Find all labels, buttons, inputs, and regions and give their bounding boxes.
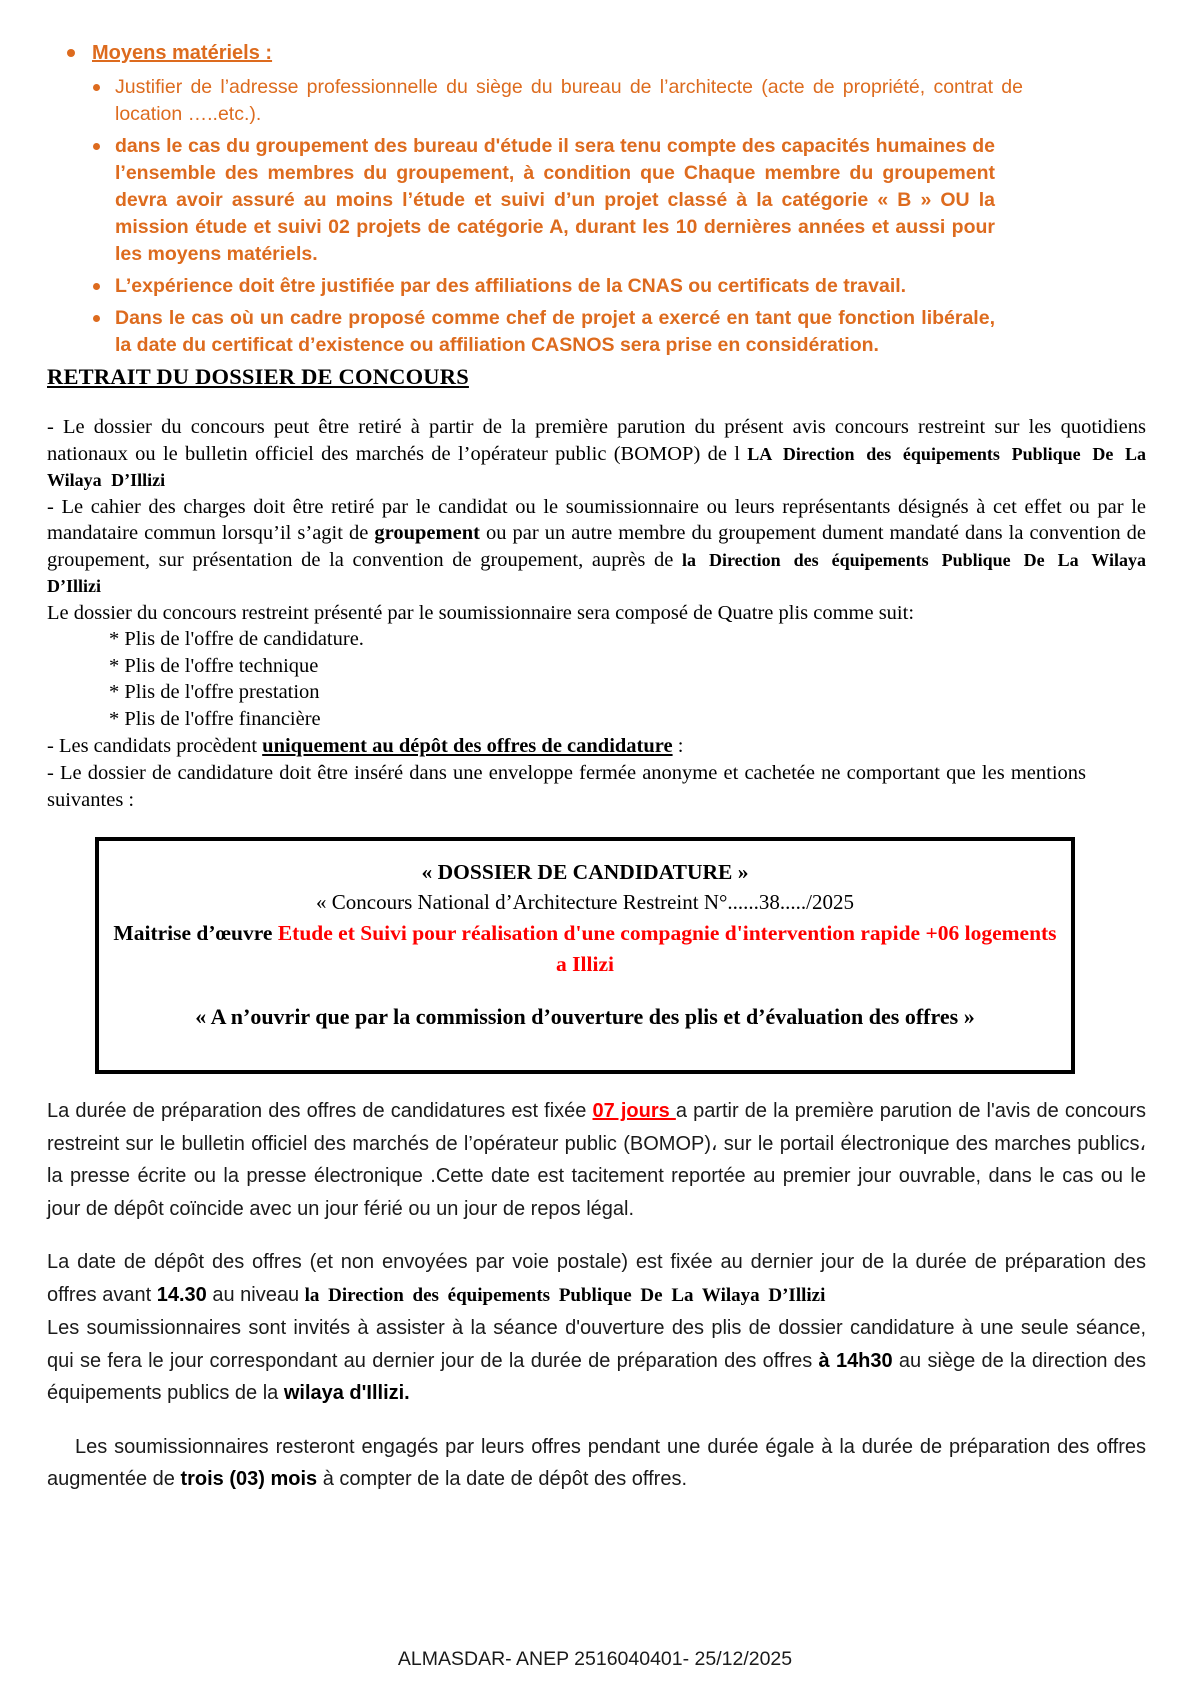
direction-equipements-bold-3: la Direction des équipements Publique De La Wilaya D’Illizi [304, 1284, 826, 1306]
box-title: « DOSSIER DE CANDIDATURE » [421, 860, 749, 884]
direction-equipements-bold-2: la Direction des équipements Publique De La Wilaya D’Illizi [47, 549, 1146, 596]
paragraph-candidats-depot [47, 733, 1146, 760]
07-jours-red: 07 jours [592, 1100, 676, 1122]
heure-14h30-bold: à 14h30 [818, 1349, 893, 1372]
retrait-run-6: Le dossier du concours restreint présenté par le soumissionnaire sera composé de Quatre plis comme suit: [47, 601, 915, 624]
retrait-run-4: ou par un autre membre du groupement dument mandaté dans la convention de groupement, sur présentation de la convention de groupement, auprès de [47, 522, 1146, 571]
wilaya-illizi-bold: wilaya d'Illizi. [283, 1382, 410, 1404]
bullet-casnos-text: Dans le cas où un cadre proposé comme chef de projet a exercé en tant que fonction libérale, la date du certificat d’existence ou affiliation CASNOS sera prise en considération. [115, 307, 995, 356]
paragraph-duree-preparation [47, 1095, 1146, 1225]
dossier-candidature-box [95, 837, 1075, 1074]
paragraph-date-depot [47, 1246, 1146, 1410]
plis-list [47, 626, 1146, 732]
retrait-run-2: - Le cahier des charges doit être retiré par le candidat ou le soumissionnaire ou leurs représentants désignés à cet effet ou par le mandataire commun lorsqu’il s’agit de [47, 495, 1146, 544]
trois-mois-bold: trois (03) mois [180, 1468, 318, 1490]
box-commission-line: « A n’ouvrir que par la commission d’ouverture des plis et d’évaluation des offres » [195, 1004, 975, 1029]
bullet-dot-icon [93, 143, 100, 150]
plis-item-candidature: * Plis de l'offre de candidature. [109, 628, 364, 650]
bullet-moyens-materiels [67, 40, 1146, 67]
candidats-run-0: - Les candidats procèdent [47, 735, 263, 757]
groupement-bold: groupement [374, 522, 480, 544]
paragraph-enveloppe: - Le dossier de candidature doit être inséré dans une enveloppe fermée anonyme et cachetée ne comportant que les mentions suivantes : [47, 762, 1086, 811]
section-heading-retrait: RETRAIT DU DOSSIER DE CONCOURS [47, 364, 469, 389]
bullet-casnos [93, 305, 1083, 359]
depot-run-2: au niveau [206, 1283, 305, 1306]
bullet-dot-icon [93, 84, 100, 91]
duree-run-0: La durée de préparation des offres de candidatures est fixée [47, 1100, 593, 1122]
bullet-dot-icon [93, 315, 100, 322]
box-maitrise-line [111, 918, 1059, 980]
bullet-dot-icon [93, 283, 100, 290]
engagement-run-2: à compter de la date de dépôt des offres. [317, 1468, 688, 1490]
bullet-justifier-adresse [93, 74, 1083, 128]
direction-equipements-bold: LA Direction des équipements Publique De La Wilaya D’Illizi [47, 443, 1146, 490]
bullet-dot-icon [67, 49, 75, 57]
depot-run-0: La date de dépôt des offres (et non envoyées par voie postale) est fixée au dernier jour de la durée de préparation des offres avant [47, 1251, 1146, 1306]
bullet-justifier-adresse-text: Justifier de l’adresse professionnelle du siège du bureau de l’architecte (acte de propriété, contrat de location …..etc.). [115, 76, 1023, 125]
maitrise-oeuvre-label: Maitrise d’œuvre [113, 921, 278, 945]
heure-1430-bold: 14.30 [156, 1283, 207, 1306]
bullet-experience-cnas-text: L’expérience doit être justifiée par des affiliations de la CNAS ou certificats de travail. [115, 275, 907, 297]
moyens-materiels-title: Moyens matériels : [92, 42, 273, 64]
paragraph-engagement [47, 1431, 1146, 1496]
retrait-run-0: - Le dossier du concours peut être retiré à partir de la première parution du présent avis concours restreint sur les quotidiens nationaux ou le bulletin officiel des marchés de l’opérateur public (BOMOP) de l [47, 416, 1146, 465]
bullet-groupement-capacites [93, 133, 1083, 268]
uniquement-depot-bold: uniquement au dépôt des offres de candidature [262, 735, 673, 757]
footer-anep-reference: ALMASDAR- ANEP 2516040401- 25/12/2025 [397, 1648, 793, 1670]
plis-item-financiere: * Plis de l'offre financière [109, 707, 321, 730]
bullet-groupement-capacites-text: dans le cas du groupement des bureau d'étude il sera tenu compte des capacités humaines de l’ensemble des membres du groupement, à condition que Chaque membre du groupement devra avoir assuré au moins l’étude et suivi d’un projet classé à la catégorie « B » OU la mission étude et suivi 02 projets de catégorie A, durant les 10 dernières années et aussi pour les moyens matériels. [115, 135, 995, 265]
depot-run-6: au siège de la direction des équipements publics de la [47, 1349, 1146, 1404]
etude-suivi-red-text: Etude et Suivi pour réalisation d'une compagnie d'intervention rapide +06 logements a Illizi [277, 921, 1057, 976]
paragraph-retrait-dossier [47, 414, 1146, 626]
moyens-materiels-section [47, 40, 1146, 359]
box-concours-number: « Concours National d’Architecture Restreint N°......38...../2025 [316, 890, 854, 914]
plis-item-technique: * Plis de l'offre technique [109, 654, 319, 677]
depot-run-4: Les soumissionnaires sont invités à assister à la séance d'ouverture des plis de dossier candidature à une seule séance, qui se fera le jour correspondant au dernier jour de la durée de préparation des offres [47, 1317, 1146, 1372]
bullet-experience-cnas [93, 273, 1083, 300]
duree-run-2: a partir de la première parution de l'avis de concours restreint sur le bulletin officiel des marchés de l’opérateur public (BOMOP)، sur le portail électronique des marches publics، la presse écrite ou la presse électronique .Cette date est tacitement reportée au premier jour ouvrable, dans le cas ou le jour de dépôt coïncide avec un jour férié ou un jour de repos légal. [47, 1100, 1146, 1220]
plis-item-prestation: * Plis de l'offre prestation [109, 681, 320, 703]
engagement-run-0: Les soumissionnaires resteront engagés par leurs offres pendant une durée égale à la durée de préparation des offres augmentée de [47, 1435, 1146, 1490]
candidats-run-2: : [672, 735, 684, 757]
